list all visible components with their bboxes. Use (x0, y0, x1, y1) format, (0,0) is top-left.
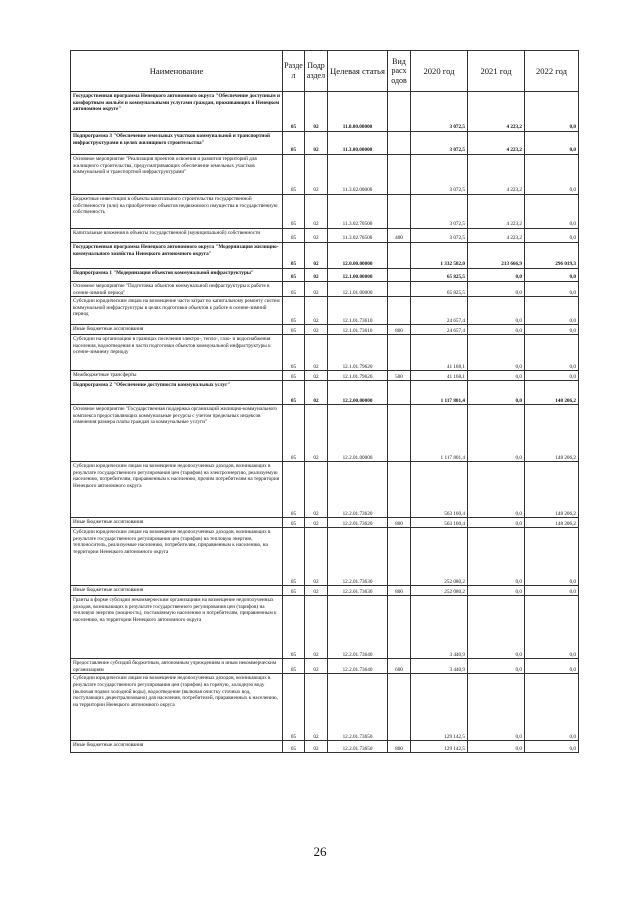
row-target-article: 12.0.00.00000 (328, 243, 388, 269)
row-razdel: 05 (283, 381, 305, 405)
row-expense-type: 800 (388, 325, 411, 335)
row-value-2021: 0,0 (468, 462, 525, 518)
row-expense-type: 500 (388, 371, 411, 381)
table-row (71, 518, 579, 528)
row-razdel: 05 (283, 405, 305, 462)
row-target-article: 12.2.00.00000 (328, 381, 388, 405)
row-expense-type (388, 155, 411, 195)
row-value-2022: 0,0 (525, 282, 579, 297)
row-name: Основное мероприятие "Подготовка объектов коммунальной инфраструктуры к работе в осенне-зимний период" (71, 282, 283, 297)
row-value-2021: 0,0 (468, 528, 525, 586)
row-razdel: 05 (283, 371, 305, 381)
row-target-article: 12.2.01.73630 (328, 586, 388, 596)
row-value-2021: 0,0 (468, 381, 525, 405)
row-value-2020: 3 072,5 (411, 195, 468, 229)
row-razdel: 05 (283, 229, 305, 243)
row-value-2022: 0,0 (525, 132, 579, 155)
row-podrazdel: 02 (305, 155, 328, 195)
row-value-2020: 24 657,4 (411, 297, 468, 325)
row-name: Субсидии юридическим лицам на возмещение части затрат по капитальному ремонту систем коммунальной инфраструктуры в целях подготовки объектов к работе в осенне-зимний период (71, 297, 283, 325)
row-target-article: 12.2.01.73630 (328, 528, 388, 586)
table-row (71, 92, 579, 132)
row-value-2020: 65 825,5 (411, 282, 468, 297)
row-name: Подпрограмма 2 "Обеспечение доступности коммунальных услуг" (71, 381, 283, 405)
row-name: Межбюджетные трансферты (71, 371, 283, 381)
row-podrazdel: 02 (305, 325, 328, 335)
row-expense-type (388, 297, 411, 325)
row-podrazdel: 02 (305, 659, 328, 674)
row-target-article: 11.3.02.70500 (328, 229, 388, 243)
table-row (71, 282, 579, 297)
budget-table-container (70, 50, 578, 753)
table-row (71, 243, 579, 269)
row-value-2020: 1 117 801,4 (411, 381, 468, 405)
row-target-article: 12.2.01.73650 (328, 674, 388, 741)
row-razdel: 05 (283, 269, 305, 282)
table-row (71, 371, 579, 381)
row-value-2020: 563 160,4 (411, 518, 468, 528)
row-expense-type (388, 132, 411, 155)
row-value-2021: 0,0 (468, 335, 525, 371)
row-value-2022: 0,0 (525, 596, 579, 659)
row-expense-type: 800 (388, 586, 411, 596)
row-podrazdel: 02 (305, 405, 328, 462)
row-value-2022: 0,0 (525, 586, 579, 596)
row-value-2022: 0,0 (525, 371, 579, 381)
row-razdel: 05 (283, 659, 305, 674)
row-value-2022: 148 206,2 (525, 405, 579, 462)
table-row (71, 325, 579, 335)
row-name: Иные бюджетные ассигнования (71, 325, 283, 335)
row-value-2021: 0,0 (468, 297, 525, 325)
table-row (71, 335, 579, 371)
row-expense-type (388, 282, 411, 297)
row-expense-type (388, 528, 411, 586)
row-podrazdel: 02 (305, 518, 328, 528)
row-podrazdel: 02 (305, 229, 328, 243)
row-podrazdel: 02 (305, 269, 328, 282)
row-value-2021: 0,0 (468, 674, 525, 741)
row-target-article: 11.0.00.00000 (328, 92, 388, 132)
row-name: Бюджетные инвестиции в объекты капитального строительства государственной собственности (или) на приобретение объектов недвижимого имущества в государственную собственность (71, 195, 283, 229)
row-target-article: 12.2.01.00000 (328, 405, 388, 462)
row-value-2020: 3 440,9 (411, 659, 468, 674)
row-podrazdel: 02 (305, 596, 328, 659)
row-podrazdel: 02 (305, 586, 328, 596)
row-expense-type: 400 (388, 229, 411, 243)
row-podrazdel: 02 (305, 92, 328, 132)
row-target-article: 11.3.02.00000 (328, 155, 388, 195)
row-razdel: 05 (283, 243, 305, 269)
row-target-article: 12.1.01.79620 (328, 371, 388, 381)
page-number: 26 (313, 844, 327, 859)
row-podrazdel: 02 (305, 132, 328, 155)
row-value-2021: 4 223,2 (468, 195, 525, 229)
row-target-article: 12.1.01.79620 (328, 335, 388, 371)
row-name: Капитальные вложения в объекты государственной (муниципальной) собственности (71, 229, 283, 243)
row-value-2022: 296 019,3 (525, 243, 579, 269)
row-value-2020: 252 080,2 (411, 528, 468, 586)
row-target-article: 12.1.01.73610 (328, 297, 388, 325)
row-value-2021: 0,0 (468, 741, 525, 753)
row-name: Подпрограмма 1 "Модернизация объектов коммунальной инфраструктуры" (71, 269, 283, 282)
row-expense-type (388, 243, 411, 269)
row-value-2021: 4 223,2 (468, 155, 525, 195)
row-value-2021: 0,0 (468, 659, 525, 674)
row-name: Иные бюджетные ассигнования (71, 741, 283, 753)
row-name: Субсидии юридическим лицам на возмещение недополученных доходов, возникающих в результате государственного регулирования цен (тарифов) на горячую, холодную воду (включая подвоз холодной воды), водоотведение (включая очистку сточных вод, поступающих децентрализовано) для населения, потребителей, приравненных к населению, на территории Ненецкого автономного округа (71, 674, 283, 741)
row-value-2022: 0,0 (525, 229, 579, 243)
row-podrazdel: 02 (305, 381, 328, 405)
table-row (71, 381, 579, 405)
row-podrazdel: 02 (305, 674, 328, 741)
row-value-2022: 0,0 (525, 528, 579, 586)
table-row (71, 462, 579, 518)
row-expense-type (388, 269, 411, 282)
header-target-article: Целевая статья (328, 51, 388, 92)
header-expense-type: Вид расх одов (388, 51, 411, 92)
row-value-2020: 3 072,5 (411, 155, 468, 195)
row-value-2022: 0,0 (525, 659, 579, 674)
row-name: Иные бюджетные ассигнования (71, 586, 283, 596)
row-target-article: 12.2.01.73620 (328, 462, 388, 518)
row-name: Государственная программа Ненецкого автономного округа "Модернизация жилищно-коммунального хозяйства Ненецкого автономного округа" (71, 243, 283, 269)
row-podrazdel: 02 (305, 195, 328, 229)
row-value-2020: 3 072,5 (411, 229, 468, 243)
row-value-2021: 0,0 (468, 325, 525, 335)
header-2020: 2020 год (411, 51, 468, 92)
row-value-2021: 0,0 (468, 371, 525, 381)
row-razdel: 05 (283, 282, 305, 297)
table-row (71, 269, 579, 282)
row-name: Предоставление субсидий бюджетным, автономным учреждениям и иным некоммерческим организациям (71, 659, 283, 674)
row-target-article: 12.2.01.73650 (328, 741, 388, 753)
row-value-2020: 3 072,5 (411, 92, 468, 132)
table-row (71, 229, 579, 243)
row-value-2022: 0,0 (525, 269, 579, 282)
row-value-2020: 3 072,5 (411, 132, 468, 155)
row-razdel: 05 (283, 132, 305, 155)
row-target-article: 12.1.01.73610 (328, 325, 388, 335)
row-value-2021: 0,0 (468, 405, 525, 462)
row-value-2020: 1 332 582,0 (411, 243, 468, 269)
header-razdel: Разде л (283, 51, 305, 92)
row-name: Субсидии юридическим лицам на возмещение недополученных доходов, возникающих в результате государственного регулирования цен (тарифов) на тепловую энергию, теплоноситель, реализуемые населению, потребителям, приравненным к населению, на территории Ненецкого автономного округа (71, 528, 283, 586)
row-name: Подпрограмма 3 "Обеспечение земельных участков коммунальной и транспортной инфраструктурами в целях жилищного строительства" (71, 132, 283, 155)
row-expense-type (388, 596, 411, 659)
row-podrazdel: 02 (305, 371, 328, 381)
table-row (71, 586, 579, 596)
row-name: Государственная программа Ненецкого автономного округа "Обеспечение доступным и комфортным жильём и коммунальными услугами граждан, проживающих в Ненецком автономном округе" (71, 92, 283, 132)
row-value-2020: 563 160,4 (411, 462, 468, 518)
row-razdel: 05 (283, 741, 305, 753)
row-expense-type (388, 195, 411, 229)
table-row (71, 596, 579, 659)
row-value-2020: 252 080,2 (411, 586, 468, 596)
row-podrazdel: 02 (305, 741, 328, 753)
row-value-2022: 0,0 (525, 92, 579, 132)
row-target-article: 11.3.02.70500 (328, 195, 388, 229)
row-podrazdel: 02 (305, 335, 328, 371)
row-value-2020: 129 142,5 (411, 674, 468, 741)
row-razdel: 05 (283, 195, 305, 229)
row-name: Субсидии на организацию в границах поселения электро-, тепло-, газо- и водоснабжения населения, водоотведения в части подготовки объектов коммунальной инфраструктуры к осенне-зимнему периоду (71, 335, 283, 371)
table-row (71, 297, 579, 325)
header-name: Наименование (71, 51, 283, 92)
row-razdel: 05 (283, 674, 305, 741)
table-body (71, 92, 579, 753)
row-target-article: 12.1.00.00000 (328, 269, 388, 282)
row-razdel: 05 (283, 528, 305, 586)
table-row (71, 674, 579, 741)
row-value-2022: 0,0 (525, 335, 579, 371)
header-podrazdel: Подр аздел (305, 51, 328, 92)
table-row (71, 405, 579, 462)
table-row (71, 741, 579, 753)
row-value-2020: 65 825,5 (411, 269, 468, 282)
table-row (71, 132, 579, 155)
row-name: Субсидии юридическим лицам на возмещение недополученных доходов, возникающих в результате государственного регулирования цен (тарифов) на электроэнергию, реализуемую населению, потребителям, приравненным к населению, прочим потребителям на территории Ненецкого автономного округа (71, 462, 283, 518)
row-value-2022: 0,0 (525, 297, 579, 325)
table-header-row (71, 51, 579, 92)
header-2021: 2021 год (468, 51, 525, 92)
row-expense-type (388, 381, 411, 405)
row-razdel: 05 (283, 92, 305, 132)
header-2022: 2022 год (525, 51, 579, 92)
row-value-2021: 0,0 (468, 518, 525, 528)
row-podrazdel: 02 (305, 282, 328, 297)
row-expense-type: 800 (388, 518, 411, 528)
row-expense-type (388, 92, 411, 132)
row-value-2021: 0,0 (468, 596, 525, 659)
row-razdel: 05 (283, 586, 305, 596)
row-razdel: 05 (283, 297, 305, 325)
row-razdel: 05 (283, 596, 305, 659)
row-target-article: 12.2.01.73640 (328, 596, 388, 659)
row-value-2022: 0,0 (525, 195, 579, 229)
row-target-article: 12.2.01.73620 (328, 518, 388, 528)
row-value-2022: 148 206,2 (525, 381, 579, 405)
row-value-2020: 41 168,1 (411, 371, 468, 381)
row-razdel: 05 (283, 335, 305, 371)
table-row (71, 528, 579, 586)
row-value-2022: 0,0 (525, 741, 579, 753)
row-expense-type (388, 405, 411, 462)
table-row (71, 195, 579, 229)
row-name: Иные бюджетные ассигнования (71, 518, 283, 528)
row-value-2021: 0,0 (468, 586, 525, 596)
row-value-2022: 148 206,2 (525, 518, 579, 528)
row-value-2020: 3 440,9 (411, 596, 468, 659)
row-target-article: 12.2.01.73640 (328, 659, 388, 674)
row-expense-type: 600 (388, 659, 411, 674)
row-name: Основное мероприятие "Государственная поддержка организаций жилищно-коммунального комплекса предоставляющих коммунальные ресурсы с учетом предельных индексов изменения размера платы граждан за коммунальные услуги" (71, 405, 283, 462)
row-value-2021: 4 223,2 (468, 92, 525, 132)
row-razdel: 05 (283, 518, 305, 528)
row-target-article: 12.1.01.00000 (328, 282, 388, 297)
row-target-article: 11.3.00.00000 (328, 132, 388, 155)
row-name: Гранты в форме субсидии некоммерческим организациям на возмещение недополученных доходов, возникающих в результате государственного регулирования цен (тарифов) на тепловую энергию (мощность), поставляемую населению и потребителям, приравненным к населению, на территории Ненецкого автономного округа (71, 596, 283, 659)
row-value-2021: 0,0 (468, 269, 525, 282)
row-value-2022: 0,0 (525, 325, 579, 335)
row-value-2022: 0,0 (525, 674, 579, 741)
row-value-2020: 1 117 801,4 (411, 405, 468, 462)
table-row (71, 155, 579, 195)
budget-table (70, 50, 579, 753)
table-row (71, 659, 579, 674)
row-value-2020: 24 657,4 (411, 325, 468, 335)
row-podrazdel: 02 (305, 297, 328, 325)
row-value-2022: 0,0 (525, 155, 579, 195)
row-value-2021: 0,0 (468, 282, 525, 297)
row-value-2020: 129 142,5 (411, 741, 468, 753)
row-podrazdel: 02 (305, 462, 328, 518)
row-podrazdel: 02 (305, 243, 328, 269)
row-expense-type (388, 462, 411, 518)
row-value-2022: 148 206,2 (525, 462, 579, 518)
row-value-2020: 41 168,1 (411, 335, 468, 371)
row-podrazdel: 02 (305, 528, 328, 586)
row-value-2021: 4 223,2 (468, 132, 525, 155)
row-value-2021: 4 223,2 (468, 229, 525, 243)
row-value-2021: 213 666,9 (468, 243, 525, 269)
row-razdel: 05 (283, 462, 305, 518)
row-name: Основное мероприятие "Реализация проектов освоения и развития территорий для жилищного строительства, предусматривающих обеспечение земельных участков коммунальной и транспортной инфраструктурами" (71, 155, 283, 195)
row-expense-type: 800 (388, 741, 411, 753)
row-expense-type (388, 674, 411, 741)
row-razdel: 05 (283, 325, 305, 335)
row-expense-type (388, 335, 411, 371)
row-razdel: 05 (283, 155, 305, 195)
